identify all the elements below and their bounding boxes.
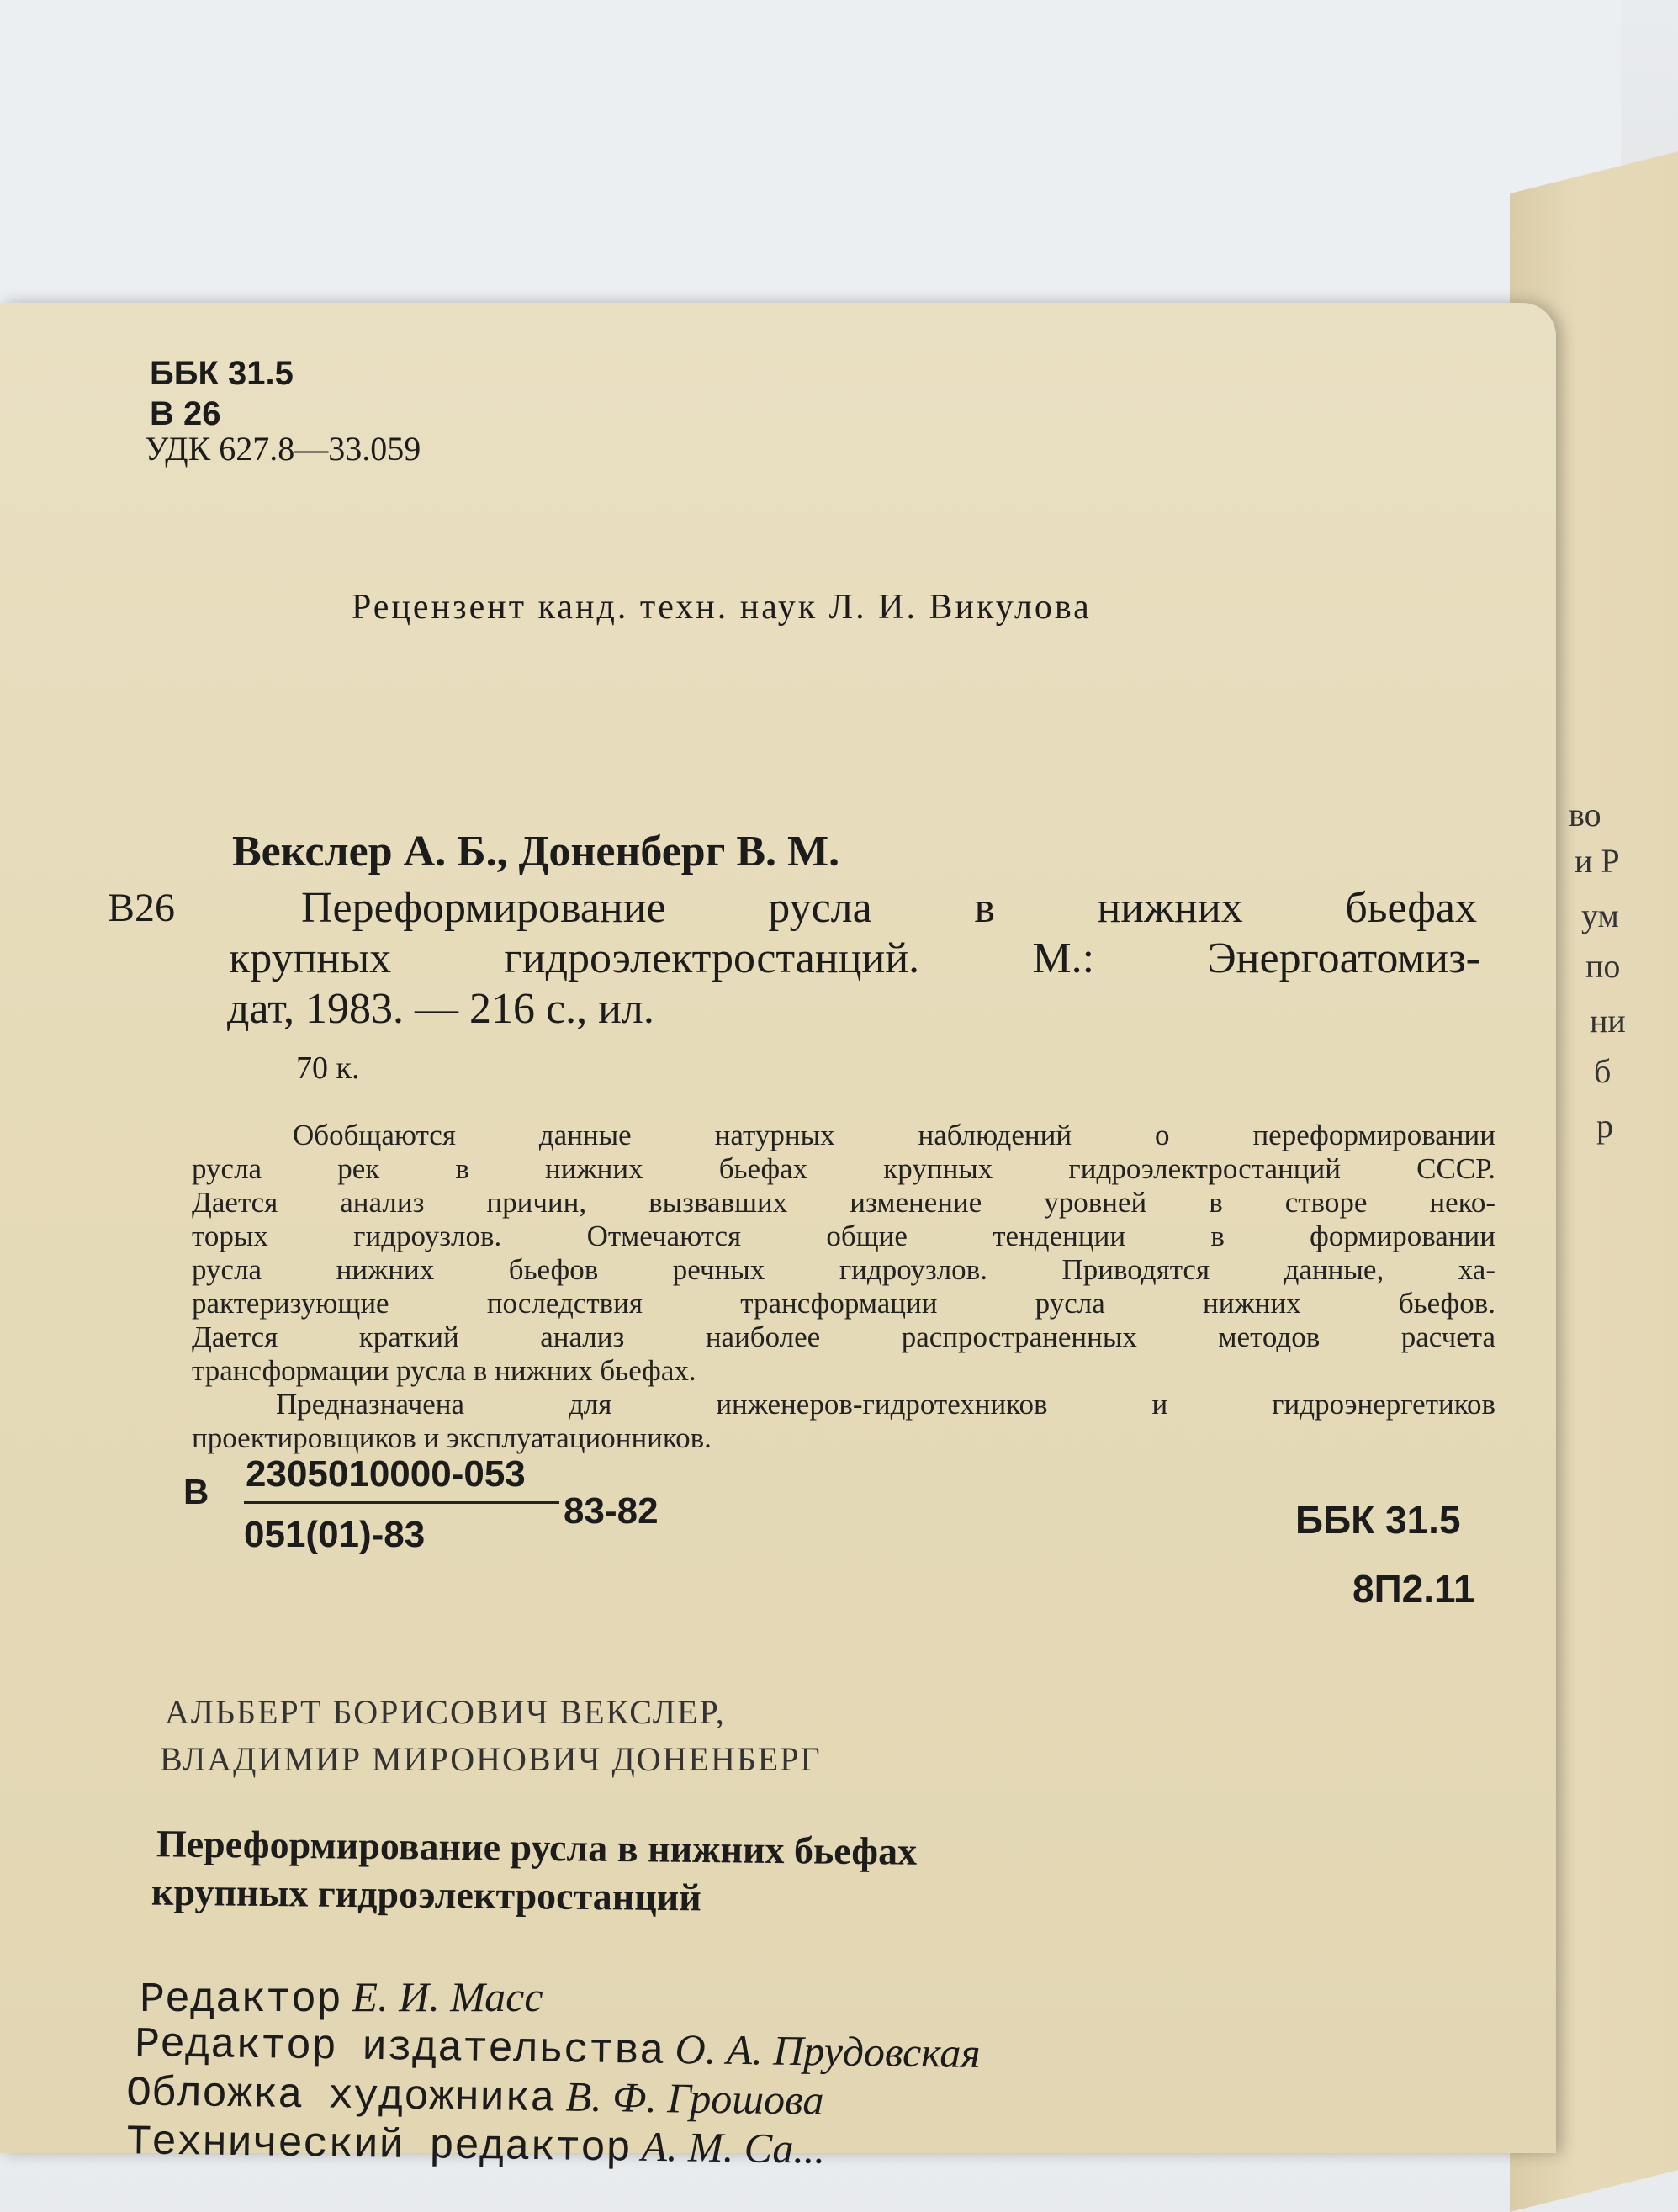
background-surface bbox=[0, 0, 1621, 320]
facing-fragment: ни bbox=[1590, 1002, 1626, 1040]
credit-role: Технический редактор bbox=[125, 2119, 632, 2174]
catalog-denominator: 051(01)-83 bbox=[244, 1514, 426, 1555]
annotation-line: рактеризующие последствия трансформации русла нижних бьефов. bbox=[192, 1287, 1495, 1320]
annotation-line: проектировщиков и эксплуатационников. bbox=[192, 1421, 712, 1454]
credit-role: Редактор bbox=[140, 1977, 342, 2024]
annotation-line: русла нижних бьефов речных гидроузлов. Приводятся данные, ха- bbox=[192, 1253, 1495, 1286]
author-full-name-2: ВЛАДИМИР МИРОНОВИЧ ДОНЕНБЕРГ bbox=[160, 1740, 822, 1778]
facing-fragment: и Р bbox=[1575, 842, 1620, 880]
annotation-line: трансформации русла в нижних бьефах. bbox=[192, 1354, 696, 1387]
credit-name: В. Ф. Грошова bbox=[565, 2072, 824, 2124]
book-title-line-2: крупных гидроэлектростанций bbox=[151, 1870, 702, 1919]
catalog-letter: В bbox=[183, 1472, 209, 1511]
annotation-line: Обобщаются данные натурных наблюдений о переформировании bbox=[293, 1119, 1495, 1151]
catalog-numerator: 2305010000-053 bbox=[246, 1453, 526, 1495]
annotation-line: торых гидроузлов. Отмечаются общие тенденции в формировании bbox=[192, 1220, 1495, 1252]
title-line-3: дат, 1983. — 216 с., ил. bbox=[227, 985, 654, 1033]
annotation-line: Дается анализ причин, вызвавших изменение уровней в створе неко- bbox=[192, 1186, 1495, 1219]
reviewer-line: Рецензент канд. техн. наук Л. И. Викулова bbox=[352, 588, 1092, 627]
index-code: В 26 bbox=[150, 395, 221, 432]
facing-fragment: б bbox=[1594, 1052, 1612, 1090]
price: 70 к. bbox=[296, 1050, 360, 1086]
fraction-line bbox=[244, 1501, 559, 1504]
credit-editor bbox=[140, 1972, 543, 2024]
credit-tech-editor bbox=[126, 2114, 826, 2177]
title-line-1: Переформирование русла в нижних бьефах bbox=[301, 884, 1477, 932]
index-mark: В26 bbox=[108, 886, 176, 930]
annotation bbox=[192, 1119, 1495, 1455]
credit-name: О. А. Прудовская bbox=[675, 2024, 982, 2077]
title-line-2: крупных гидроэлектростанций. М.: Энергоатомиз- bbox=[229, 934, 1480, 982]
annotation-line: Предназначена для инженеров-гидротехников и гидроэнергетиков bbox=[276, 1388, 1495, 1421]
annotation-line: Дается краткий анализ наиболее распространенных методов расчета bbox=[192, 1320, 1495, 1353]
credit-role: Редактор издательства bbox=[134, 2020, 665, 2077]
catalog-bbk2: 8П2.11 bbox=[1352, 1567, 1475, 1611]
bbk-code: ББК 31.5 bbox=[150, 355, 294, 392]
facing-fragment: во bbox=[1569, 796, 1601, 833]
authors-line: Векслер А. Б., Доненберг В. М. bbox=[232, 828, 840, 876]
udk-code: УДК 627.8—33.059 bbox=[145, 430, 421, 468]
author-full-name-1: АЛЬБЕРТ БОРИСОВИЧ ВЕКСЛЕР, bbox=[165, 1693, 726, 1731]
annotation-line: русла рек в нижних бьефах крупных гидроэлектростанций СССР. bbox=[192, 1152, 1495, 1185]
credit-role: Обложка художника bbox=[125, 2070, 556, 2125]
credit-name: Е. И. Масс bbox=[352, 1973, 543, 2020]
catalog-suffix: 83-82 bbox=[564, 1490, 659, 1532]
credit-name: А. М. Са... bbox=[641, 2122, 826, 2172]
catalog-bbk: ББК 31.5 bbox=[1295, 1498, 1461, 1542]
facing-fragment: по bbox=[1585, 947, 1621, 985]
facing-fragment: р bbox=[1596, 1107, 1613, 1145]
book-title-line-1: Переформирование русла в нижних бьефах bbox=[156, 1822, 918, 1873]
facing-fragment: ум bbox=[1581, 897, 1619, 934]
